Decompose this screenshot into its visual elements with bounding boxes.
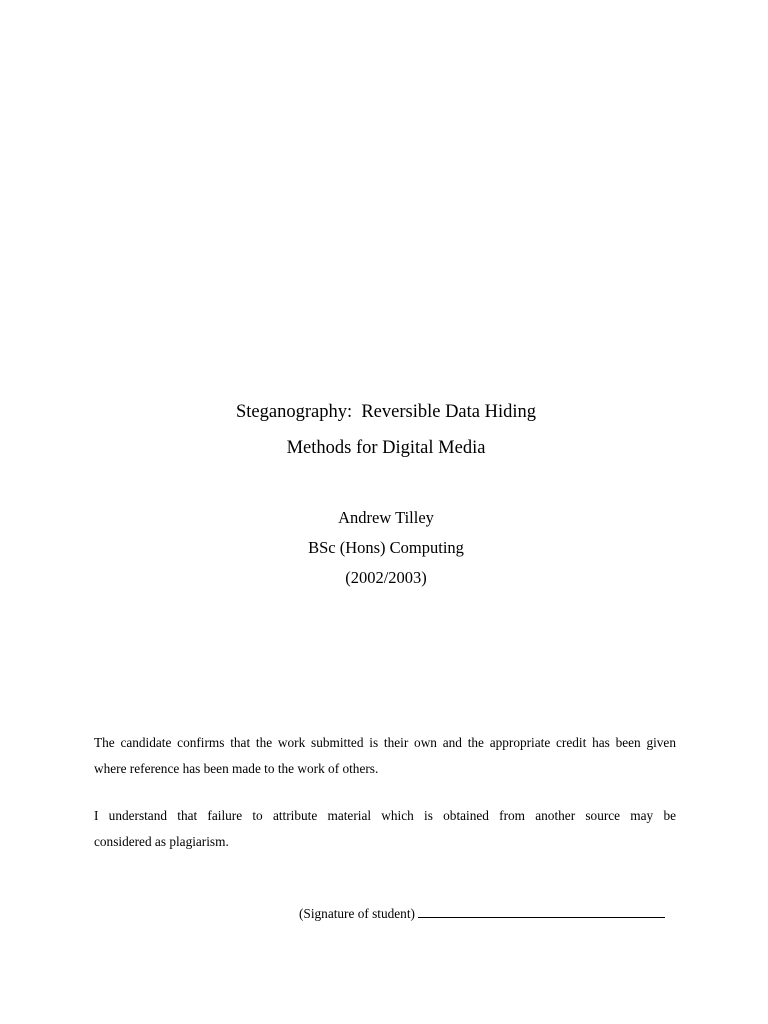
declaration-1-line-2: where reference has been made to the work of others. xyxy=(94,761,379,776)
declaration-1-line-1: The candidate confirms that the work submitted is their own and the appropriate credit has been given xyxy=(94,735,676,750)
signature-line[interactable] xyxy=(418,906,665,918)
author-degree: BSc (Hons) Computing xyxy=(308,538,464,557)
declaration-2-line-2: considered as plagiarism. xyxy=(94,834,229,849)
signature-block xyxy=(299,904,665,924)
declaration-paragraph-2 xyxy=(94,803,676,855)
declaration-2-line-1: I understand that failure to attribute material which is obtained from another source may be xyxy=(94,808,676,823)
author-years: (2002/2003) xyxy=(345,568,427,587)
author-name: Andrew Tilley xyxy=(338,508,434,527)
title-line-1: Steganography: Reversible Data Hiding xyxy=(235,402,537,422)
signature-label: (Signature of student) xyxy=(299,906,415,921)
title-line-2: Methods for Digital Media xyxy=(286,438,486,458)
declaration-paragraph-1 xyxy=(94,730,676,782)
